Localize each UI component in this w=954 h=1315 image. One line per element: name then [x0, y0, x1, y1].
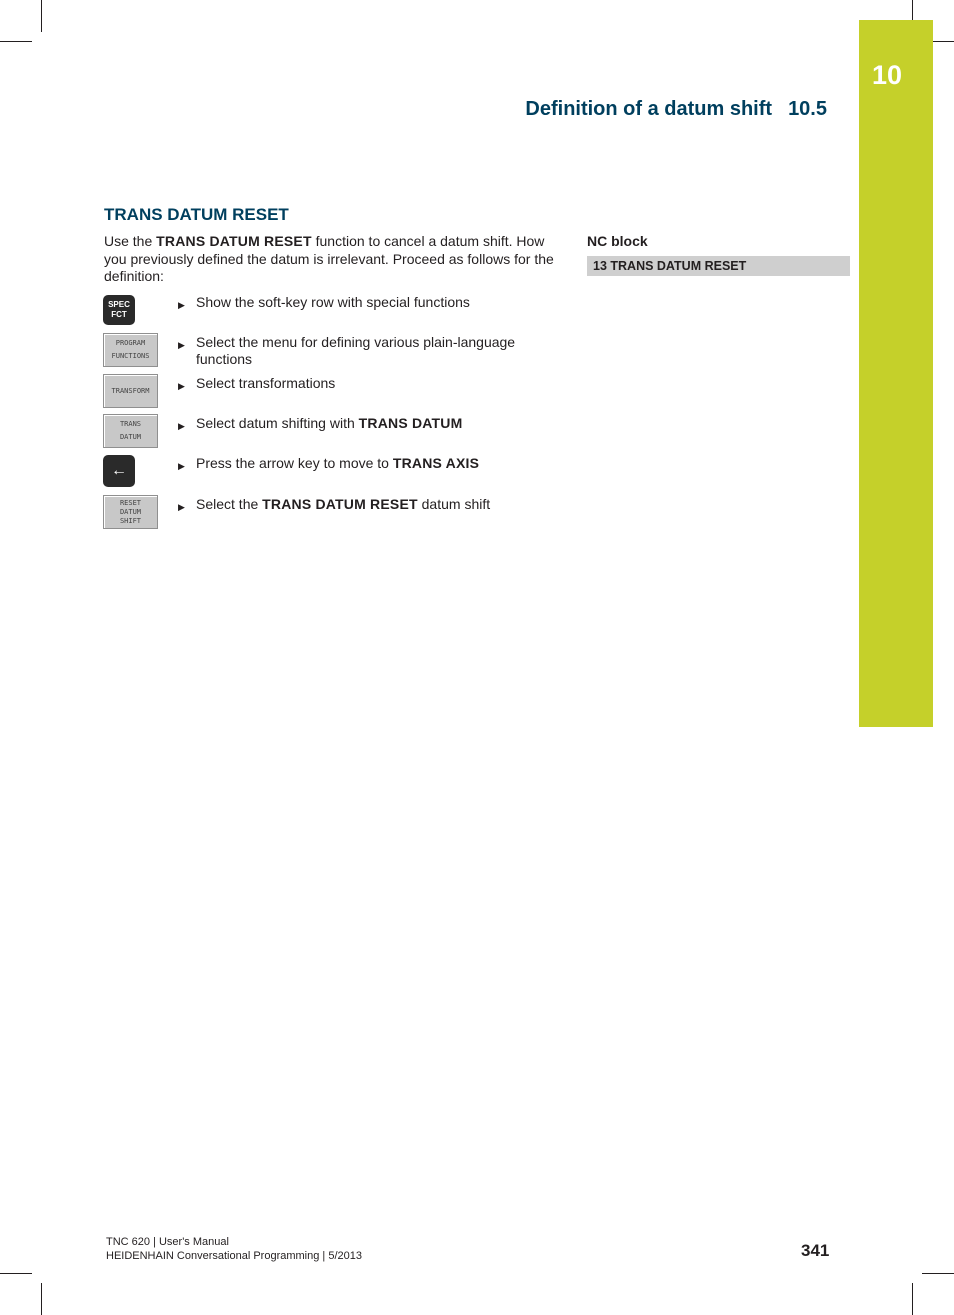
step-instruction: ▶ Select the TRANS DATUM RESET datum shift: [196, 496, 556, 513]
bullet-triangle-icon: ▶: [178, 381, 185, 391]
step-instruction: ▶ Select the menu for defining various plain-language functions: [178, 334, 516, 367]
trans-datum-softkey[interactable]: TRANS DATUM: [103, 414, 158, 448]
section-title: TRANS DATUM RESET: [104, 205, 289, 224]
intro-paragraph: Use the TRANS DATUM RESET function to cancel a datum shift. How you previously defined the datum is irrelevant. Proceed as follows for the definition:: [104, 233, 554, 284]
bullet-triangle-icon: ▶: [178, 421, 185, 431]
nc-block-code: 13 TRANS DATUM RESET: [587, 256, 850, 276]
inline-code: TRANS AXIS: [392, 455, 480, 471]
running-header: [525, 98, 827, 121]
crop-mark: [41, 1283, 42, 1315]
header-section-number: 10.5: [788, 98, 827, 120]
transform-softkey[interactable]: TRANSFORM: [103, 374, 158, 408]
bullet-triangle-icon: ▶: [178, 340, 185, 350]
inline-code: TRANS DATUM RESET: [156, 233, 312, 249]
bullet-triangle-icon: ▶: [178, 461, 185, 471]
left-arrow-key[interactable]: [103, 455, 135, 487]
crop-mark: [0, 1273, 32, 1274]
step-instruction: ▶ Select transformations: [196, 375, 556, 392]
crop-mark: [912, 1283, 913, 1315]
footer: [106, 1235, 362, 1263]
spec-fct-key[interactable]: SPEC FCT: [103, 295, 135, 325]
chapter-number: 10: [872, 60, 903, 90]
crop-mark: [922, 1273, 954, 1274]
reset-datum-shift-softkey[interactable]: RESET DATUM SHIFT: [103, 495, 158, 529]
bullet-triangle-icon: ▶: [178, 502, 185, 512]
header-title: Definition of a datum shift: [525, 98, 773, 120]
bullet-triangle-icon: ▶: [178, 300, 185, 310]
nc-block-heading: NC block: [587, 233, 648, 249]
program-functions-softkey[interactable]: PROGRAM FUNCTIONS: [103, 333, 158, 367]
page-number: 341: [801, 1241, 830, 1260]
inline-code: TRANS DATUM: [358, 415, 463, 431]
footer-manual-title: TNC 620 | User's Manual: [106, 1236, 229, 1248]
step-instruction: ▶ Show the soft-key row with special functions: [196, 294, 556, 311]
left-arrow-icon: ←: [111, 462, 127, 479]
step-instruction: ▶ Select datum shifting with TRANS DATUM: [196, 415, 556, 432]
crop-mark: [0, 41, 32, 42]
crop-mark: [41, 0, 42, 32]
footer-manual-subtitle: HEIDENHAIN Conversational Programming | 5/2013: [106, 1250, 362, 1262]
step-instruction: ▶ Press the arrow key to move to TRANS AXIS: [196, 455, 556, 472]
inline-code: TRANS DATUM RESET: [262, 496, 418, 512]
chapter-tab: [859, 20, 933, 727]
